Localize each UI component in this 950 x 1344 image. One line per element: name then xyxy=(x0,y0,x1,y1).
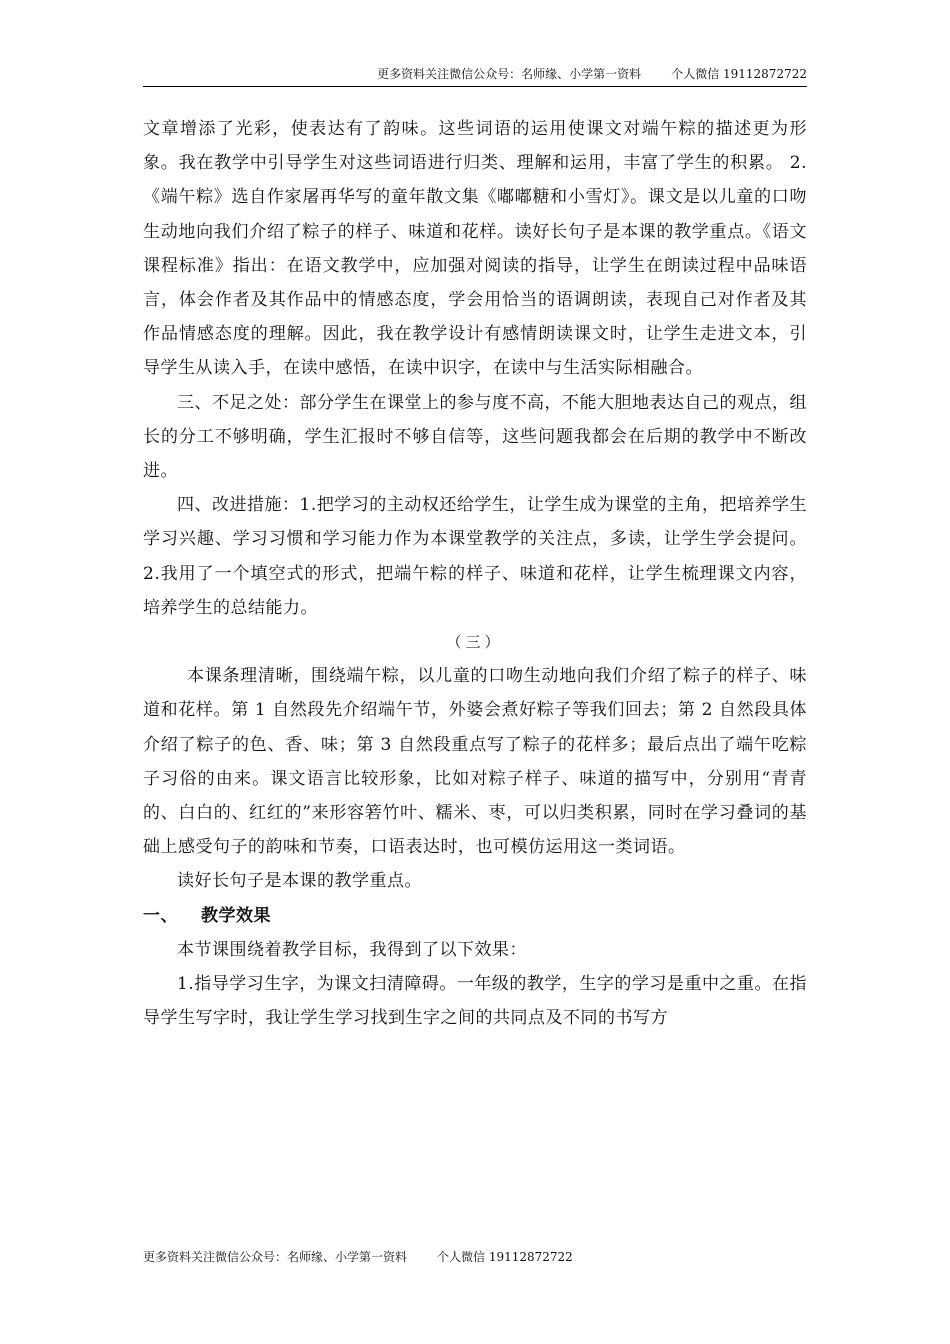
paragraph-effect-1: 1.指导学习生字，为课文扫清障碍。一年级的教学，生字的学习是重中之重。在指导学生写字时，我让学生学习找到生字之间的共同点及不同的书写方 xyxy=(143,974,807,1029)
document-body xyxy=(143,112,807,1035)
page-header xyxy=(143,64,807,87)
footer-wechat: 个人微信 19112872722 xyxy=(437,1250,573,1264)
page-footer xyxy=(143,1247,573,1267)
paragraph-key-point: 读好长句子是本课的教学重点。 xyxy=(177,871,422,892)
footer-public-account: 更多资料关注微信公众号：名师缘、小学第一资料 xyxy=(143,1250,408,1264)
paragraph-shortcomings: 三、不足之处：部分学生在课堂上的参与度不高，不能大胆地表达自己的观点，组长的分工不够明确，学生汇报时不够自信等，这些问题我都会在后期的教学中不断改进。 xyxy=(143,392,807,482)
paragraph-improvements: 四、改进措施：1.把学习的主动权还给学生，让学生成为课堂的主角，把培养学生学习兴趣、学习习惯和学习能力作为本课堂教学的关注点，多读，让学生学会提问。2.我用了一个填空式的形式，把端午粽的样子、味道和花样，让学生梳理课文内容，培养学生的总结能力。 xyxy=(143,495,807,618)
paragraph-continued: 文章增添了光彩，使表达有了韵味。这些词语的运用使课文对端午粽的描述更为形象。我在教学中引导学生对这些词语进行归类、理解和运用，丰富了学生的积累。 2.《端午粽》选自作家屠再华写的童年散文集《嘟嘟糖和小雪灯》。课文是以儿童的口吻生动地向我们介绍了粽子的样子、味道和花样。读好长句子是本课的教学重点。《语文课程标准》指出：在语文教学中，应加强对阅读的指导，让学生在朗读过程中品味语言，体会作者及其作品中的情感态度，学会用恰当的语调朗读，表现自己对作者及其作品情感态度的理解。因此，我在教学设计有感情朗读课文时，让学生走进文本，引导学生从读入手，在读中感悟，在读中识字，在读中与生活实际相融合。 xyxy=(143,119,807,379)
paragraph-effect-intro: 本节课围绕着教学目标，我得到了以下效果： xyxy=(177,939,527,960)
section-three-title: （三） xyxy=(446,633,504,652)
paragraph-lesson-overview: 本课条理清晰，围绕端午粽，以儿童的口吻生动地向我们介绍了粽子的样子、味道和花样。第 1 自然段先介绍端午节，外婆会煮好粽子等我们回去；第 2 自然段具体介绍了粽子的色、香、味；第 3 自然段重点写了粽子的花样多；最后点出了端午吃粽子习俗的由来。课文语言比较形象，比如对粽子样子、味道的描写中，分别用“青青的、白白的、红红的”来形容箬竹叶、糯米、枣，可以归类积累，同时在学习叠词的基础上感受句子的韵味和节奏，口语表达时，也可模仿运用这一类词语。 xyxy=(143,666,807,858)
heading-teaching-effect xyxy=(143,899,807,933)
heading-text: 教学效果 xyxy=(201,905,271,926)
header-wechat: 个人微信 19112872722 xyxy=(671,67,807,81)
heading-number: 一、 xyxy=(143,905,178,926)
header-public-account: 更多资料关注微信公众号：名师缘、小学第一资料 xyxy=(377,67,642,81)
